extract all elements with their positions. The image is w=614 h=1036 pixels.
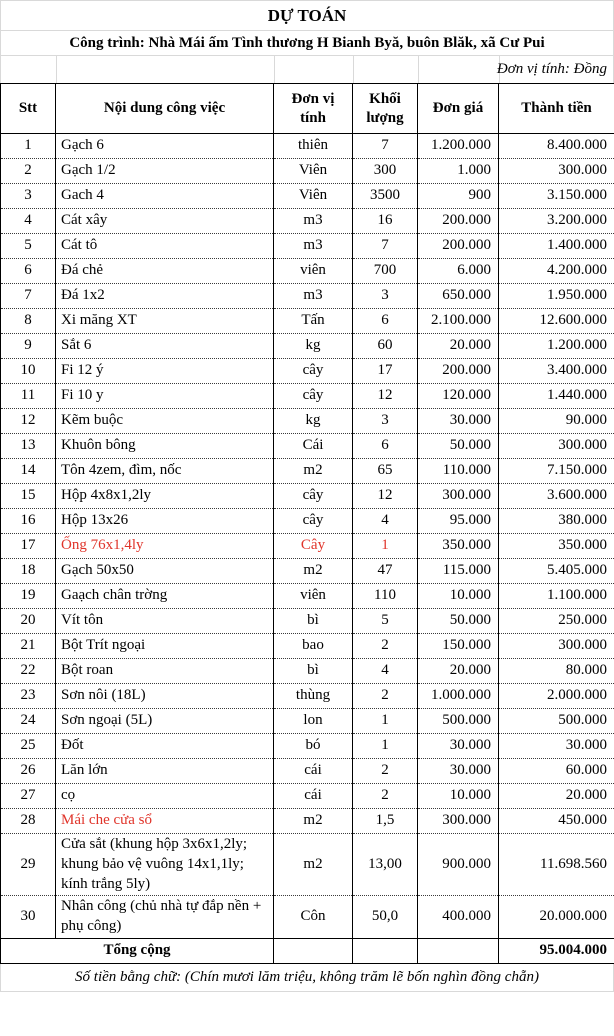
cell-stt: 8 [1, 309, 56, 334]
cell-unit: cây [274, 509, 353, 534]
cell-amount: 90.000 [499, 409, 614, 434]
cell-stt: 19 [1, 584, 56, 609]
cell-description: Khuôn bông [56, 434, 274, 459]
cell-amount: 1.200.000 [499, 334, 614, 359]
table-footer [1, 938, 614, 963]
cell-description: Cát xây [56, 209, 274, 234]
cell-amount: 3.400.000 [499, 359, 614, 384]
cell-unit-price: 200.000 [418, 209, 499, 234]
cell-unit-price: 6.000 [418, 259, 499, 284]
table-body [1, 134, 614, 939]
table-row [1, 834, 614, 896]
cell-stt: 16 [1, 509, 56, 534]
cell-unit-price: 10.000 [418, 584, 499, 609]
cell-amount: 8.400.000 [499, 134, 614, 159]
document-header [0, 0, 614, 83]
cell-description: Mái che cửa sổ [56, 809, 274, 834]
cell-unit: cây [274, 484, 353, 509]
cell-unit-price: 2.100.000 [418, 309, 499, 334]
cell-quantity: 3500 [353, 184, 418, 209]
cell-unit-price: 400.000 [418, 896, 499, 939]
cell-description: Lăn lớn [56, 759, 274, 784]
table-row [1, 359, 614, 384]
cell-unit: bao [274, 634, 353, 659]
cell-stt: 27 [1, 784, 56, 809]
col-header-description: Nội dung công việc [56, 84, 274, 134]
grid-line [56, 56, 57, 83]
table-row [1, 159, 614, 184]
cell-description: Kẽm buộc [56, 409, 274, 434]
cell-stt: 3 [1, 184, 56, 209]
col-header-unit-price: Đơn giá [418, 84, 499, 134]
cell-unit-price: 30.000 [418, 409, 499, 434]
cell-description: Đá chẻ [56, 259, 274, 284]
cell-unit: Tấn [274, 309, 353, 334]
cell-unit-price: 1.200.000 [418, 134, 499, 159]
cell-unit-price: 115.000 [418, 559, 499, 584]
cell-quantity: 2 [353, 759, 418, 784]
cell-unit-price: 20.000 [418, 659, 499, 684]
cell-description: Fi 12 ý [56, 359, 274, 384]
grid-line [353, 56, 354, 83]
project-name: Công trình: Nhà Mái ấm Tình thương H Bianh Byă, buôn Blăk, xã Cư Pui [1, 31, 613, 56]
cell-description: cọ [56, 784, 274, 809]
cell-description: Gạch 50x50 [56, 559, 274, 584]
total-empty-unit [274, 938, 353, 963]
table-row [1, 209, 614, 234]
cell-unit: Cái [274, 434, 353, 459]
table-header [1, 84, 614, 134]
cell-unit: Viên [274, 184, 353, 209]
cell-quantity: 50,0 [353, 896, 418, 939]
cell-amount: 12.600.000 [499, 309, 614, 334]
cell-unit: Côn [274, 896, 353, 939]
total-label: Tổng cộng [1, 938, 274, 963]
cell-amount: 1.400.000 [499, 234, 614, 259]
cell-quantity: 5 [353, 609, 418, 634]
cell-description: Gạch 6 [56, 134, 274, 159]
cell-unit-price: 900.000 [418, 834, 499, 896]
table-row [1, 684, 614, 709]
table-row [1, 234, 614, 259]
cell-stt: 11 [1, 384, 56, 409]
cell-stt: 7 [1, 284, 56, 309]
cell-stt: 14 [1, 459, 56, 484]
cell-unit-price: 30.000 [418, 734, 499, 759]
cell-quantity: 2 [353, 784, 418, 809]
cell-description: Sơn ngoại (5L) [56, 709, 274, 734]
cell-amount: 60.000 [499, 759, 614, 784]
cell-unit-price: 200.000 [418, 359, 499, 384]
cell-amount: 2.000.000 [499, 684, 614, 709]
cell-unit: m3 [274, 284, 353, 309]
cell-amount: 20.000 [499, 784, 614, 809]
cell-quantity: 1 [353, 709, 418, 734]
cell-amount: 1.950.000 [499, 284, 614, 309]
col-header-amount: Thành tiền [499, 84, 614, 134]
col-header-stt: Stt [1, 84, 56, 134]
cell-stt: 28 [1, 809, 56, 834]
cell-unit-price: 350.000 [418, 534, 499, 559]
table-row [1, 709, 614, 734]
cell-stt: 29 [1, 834, 56, 896]
header-row [1, 84, 614, 134]
cell-unit-price: 10.000 [418, 784, 499, 809]
cell-stt: 30 [1, 896, 56, 939]
cell-unit-price: 120.000 [418, 384, 499, 409]
cell-stt: 2 [1, 159, 56, 184]
table-row [1, 409, 614, 434]
col-header-quantity: Khối lượng [353, 84, 418, 134]
cell-unit-price: 30.000 [418, 759, 499, 784]
cell-amount: 7.150.000 [499, 459, 614, 484]
table-row [1, 896, 614, 939]
cell-amount: 300.000 [499, 434, 614, 459]
total-empty-unit-price [418, 938, 499, 963]
table-row [1, 484, 614, 509]
total-empty-quantity [353, 938, 418, 963]
cell-stt: 9 [1, 334, 56, 359]
cell-description: Đá 1x2 [56, 284, 274, 309]
cell-unit-price: 900 [418, 184, 499, 209]
cell-amount: 300.000 [499, 634, 614, 659]
cell-quantity: 110 [353, 584, 418, 609]
cell-description: Gach 4 [56, 184, 274, 209]
cell-amount: 3.200.000 [499, 209, 614, 234]
cell-amount: 500.000 [499, 709, 614, 734]
page-title: DỰ TOÁN [1, 1, 613, 31]
cell-quantity: 16 [353, 209, 418, 234]
cell-amount: 450.000 [499, 809, 614, 834]
cell-amount: 250.000 [499, 609, 614, 634]
cell-description: Fi 10 y [56, 384, 274, 409]
cell-quantity: 1 [353, 734, 418, 759]
cell-unit-price: 650.000 [418, 284, 499, 309]
cell-quantity: 12 [353, 484, 418, 509]
cell-stt: 10 [1, 359, 56, 384]
cell-quantity: 700 [353, 259, 418, 284]
cell-unit-price: 1.000 [418, 159, 499, 184]
cell-stt: 17 [1, 534, 56, 559]
cell-unit: m3 [274, 209, 353, 234]
cell-stt: 12 [1, 409, 56, 434]
cell-unit-price: 110.000 [418, 459, 499, 484]
cell-unit: m3 [274, 234, 353, 259]
table-row [1, 809, 614, 834]
cell-quantity: 65 [353, 459, 418, 484]
currency-unit-row [1, 56, 613, 83]
cell-stt: 23 [1, 684, 56, 709]
cell-unit: cái [274, 759, 353, 784]
cell-unit-price: 50.000 [418, 434, 499, 459]
cell-stt: 6 [1, 259, 56, 284]
cell-amount: 300.000 [499, 159, 614, 184]
cell-unit-price: 500.000 [418, 709, 499, 734]
cell-description: Đốt [56, 734, 274, 759]
cell-unit: thùng [274, 684, 353, 709]
cell-description: Gaạch chân trờng [56, 584, 274, 609]
cell-unit: Cây [274, 534, 353, 559]
cell-stt: 5 [1, 234, 56, 259]
cell-quantity: 300 [353, 159, 418, 184]
cell-quantity: 6 [353, 434, 418, 459]
grid-line [274, 56, 275, 83]
cell-stt: 4 [1, 209, 56, 234]
table-row [1, 759, 614, 784]
cell-description: Hộp 13x26 [56, 509, 274, 534]
cell-unit: bì [274, 659, 353, 684]
table-row [1, 784, 614, 809]
cell-unit-price: 150.000 [418, 634, 499, 659]
total-row [1, 938, 614, 963]
cell-amount: 4.200.000 [499, 259, 614, 284]
cell-amount: 1.100.000 [499, 584, 614, 609]
table-row [1, 334, 614, 359]
cell-quantity: 60 [353, 334, 418, 359]
cell-unit: m2 [274, 834, 353, 896]
cell-description: Bột roan [56, 659, 274, 684]
cell-quantity: 17 [353, 359, 418, 384]
table-row [1, 309, 614, 334]
cell-unit-price: 200.000 [418, 234, 499, 259]
cell-stt: 20 [1, 609, 56, 634]
table-row [1, 659, 614, 684]
table-row [1, 459, 614, 484]
cell-unit: kg [274, 334, 353, 359]
cell-unit: m2 [274, 459, 353, 484]
cell-unit: m2 [274, 559, 353, 584]
amount-in-words: Số tiền bằng chữ: (Chín mươi lăm triệu, không trăm lẽ bốn nghìn đồng chẵn) [0, 964, 614, 992]
cell-quantity: 6 [353, 309, 418, 334]
cell-stt: 1 [1, 134, 56, 159]
cell-description: Cửa sắt (khung hộp 3x6x1,2ly; khung bảo vệ vuông 14x1,1ly; kính trắng 5ly) [56, 834, 274, 896]
cell-amount: 5.405.000 [499, 559, 614, 584]
table-row [1, 634, 614, 659]
cell-unit: cây [274, 359, 353, 384]
cell-description: Bột Trít ngoại [56, 634, 274, 659]
cell-amount: 3.600.000 [499, 484, 614, 509]
table-row [1, 609, 614, 634]
cell-quantity: 3 [353, 284, 418, 309]
cell-quantity: 3 [353, 409, 418, 434]
cell-quantity: 1,5 [353, 809, 418, 834]
cell-unit: kg [274, 409, 353, 434]
grid-line [418, 56, 419, 83]
cell-quantity: 4 [353, 659, 418, 684]
cell-stt: 22 [1, 659, 56, 684]
cell-amount: 1.440.000 [499, 384, 614, 409]
cell-quantity: 4 [353, 509, 418, 534]
cell-quantity: 47 [353, 559, 418, 584]
cell-amount: 11.698.560 [499, 834, 614, 896]
cell-description: Gạch 1/2 [56, 159, 274, 184]
cell-unit: m2 [274, 809, 353, 834]
table-row [1, 559, 614, 584]
cell-unit: bó [274, 734, 353, 759]
cell-unit: cái [274, 784, 353, 809]
currency-unit-note: Đơn vị tính: Đồng [496, 61, 607, 77]
cell-amount: 350.000 [499, 534, 614, 559]
cell-description: Xi măng XT [56, 309, 274, 334]
table-row [1, 134, 614, 159]
cell-stt: 13 [1, 434, 56, 459]
cell-quantity: 2 [353, 684, 418, 709]
cell-unit-price: 95.000 [418, 509, 499, 534]
table-row [1, 184, 614, 209]
cell-unit: viên [274, 584, 353, 609]
cell-amount: 80.000 [499, 659, 614, 684]
cell-quantity: 2 [353, 634, 418, 659]
cell-stt: 26 [1, 759, 56, 784]
table-row [1, 509, 614, 534]
cell-amount: 30.000 [499, 734, 614, 759]
cell-description: Vít tôn [56, 609, 274, 634]
cell-description: Hộp 4x8x1,2ly [56, 484, 274, 509]
cell-stt: 21 [1, 634, 56, 659]
cell-amount: 3.150.000 [499, 184, 614, 209]
cell-unit-price: 1.000.000 [418, 684, 499, 709]
cell-unit-price: 300.000 [418, 484, 499, 509]
table-row [1, 384, 614, 409]
cell-description: Sơn nôi (18L) [56, 684, 274, 709]
cell-unit: bì [274, 609, 353, 634]
cell-unit-price: 300.000 [418, 809, 499, 834]
cell-quantity: 7 [353, 234, 418, 259]
cell-amount: 20.000.000 [499, 896, 614, 939]
cell-unit: viên [274, 259, 353, 284]
cell-stt: 15 [1, 484, 56, 509]
cell-description: Nhân công (chủ nhà tự đắp nền + phụ công) [56, 896, 274, 939]
total-amount: 95.004.000 [499, 938, 614, 963]
cell-unit-price: 50.000 [418, 609, 499, 634]
table-row [1, 259, 614, 284]
cell-unit: Viên [274, 159, 353, 184]
cell-description: Sắt 6 [56, 334, 274, 359]
table-row [1, 734, 614, 759]
cell-unit-price: 20.000 [418, 334, 499, 359]
table-row [1, 534, 614, 559]
cell-unit: cây [274, 384, 353, 409]
cell-unit: thiên [274, 134, 353, 159]
cell-description: Ống 76x1,4ly [56, 534, 274, 559]
estimate-table [0, 83, 614, 964]
cell-quantity: 7 [353, 134, 418, 159]
cell-stt: 24 [1, 709, 56, 734]
cell-quantity: 1 [353, 534, 418, 559]
cell-description: Cát tô [56, 234, 274, 259]
col-header-unit: Đơn vị tính [274, 84, 353, 134]
cell-amount: 380.000 [499, 509, 614, 534]
cell-stt: 25 [1, 734, 56, 759]
table-row [1, 584, 614, 609]
cell-quantity: 13,00 [353, 834, 418, 896]
table-row [1, 434, 614, 459]
cell-unit: lon [274, 709, 353, 734]
table-row [1, 284, 614, 309]
cell-stt: 18 [1, 559, 56, 584]
cell-description: Tôn 4zem, đìm, nốc [56, 459, 274, 484]
cell-quantity: 12 [353, 384, 418, 409]
